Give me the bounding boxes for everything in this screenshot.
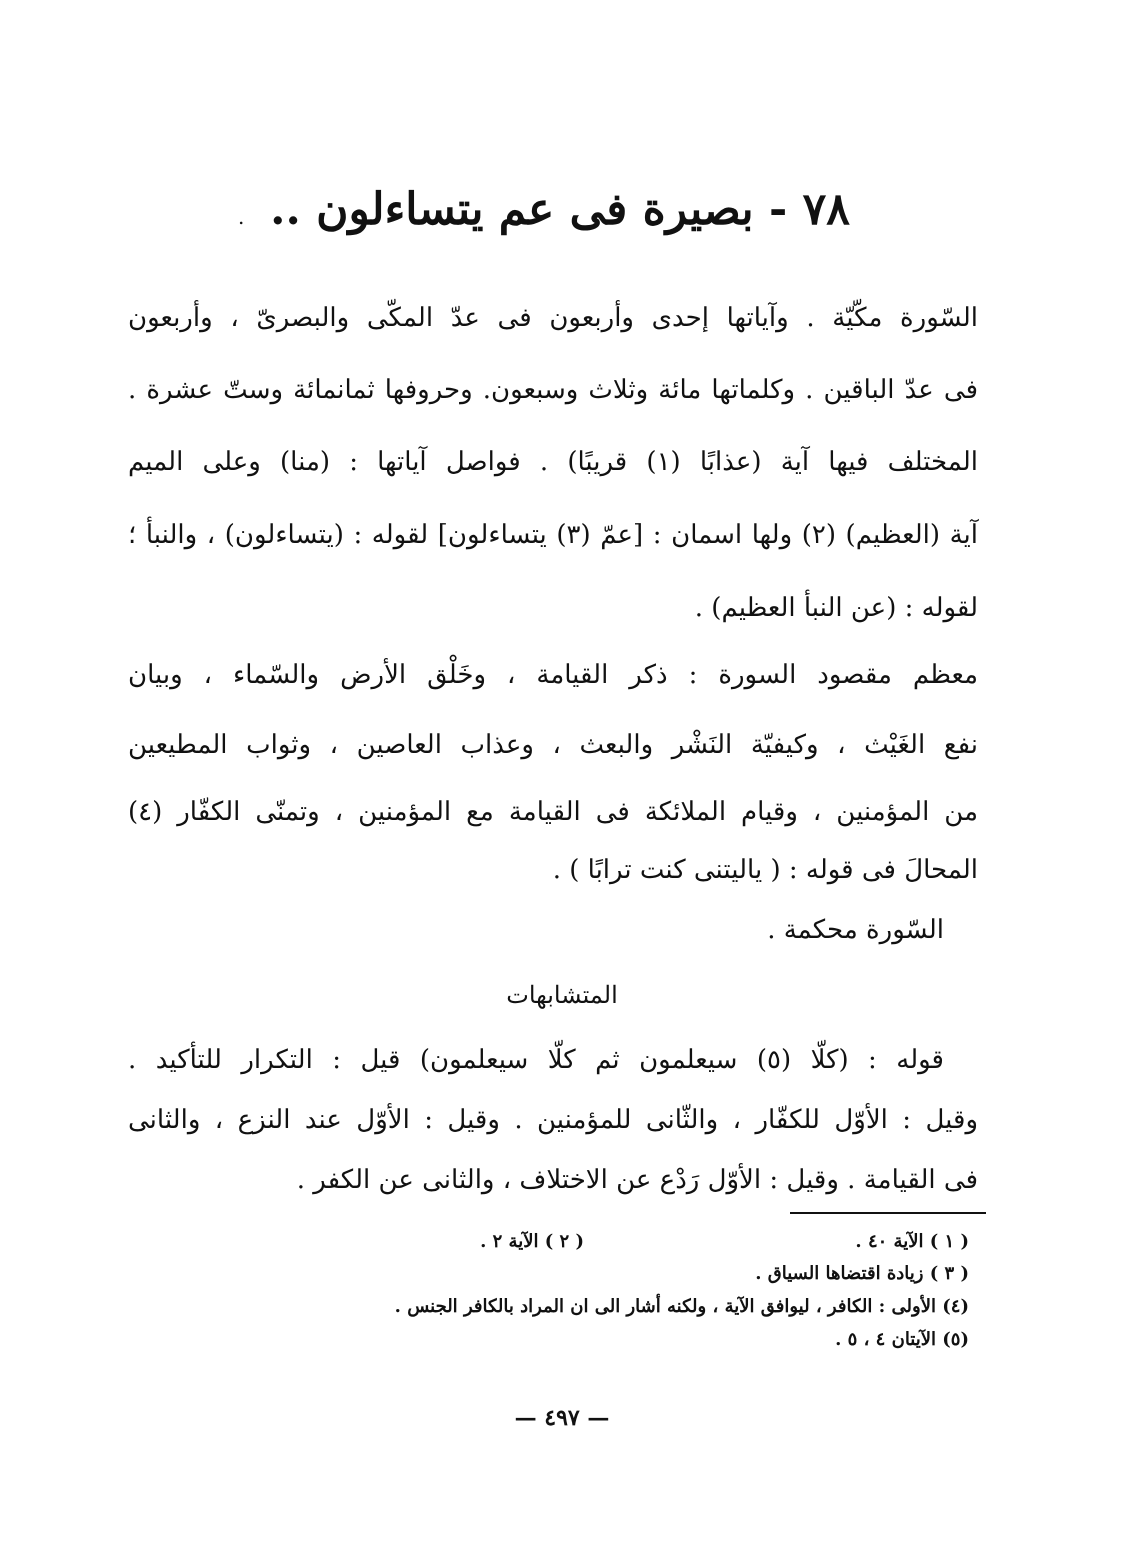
section-line-1: قوله : (كلّا (٥) سيعلمون ثم كلّا سيعلمون) قيل : التكرار للتأكيد . xyxy=(128,1045,944,1075)
body-line-4: آية (العظيم) (٢) ولها اسمان : [عمّ (٣) يتساءلون] لقوله : (يتساءلون) ، والنبأ ؛ xyxy=(128,520,978,550)
footnote-3: ( ٣ ) زيادة اقتضاها السياق . xyxy=(755,1263,969,1284)
title-dot: . xyxy=(238,205,245,229)
body-line-6: معظم مقصود السورة : ذكر القيامة ، وخَلْق الأرض والسّماء ، وبيان xyxy=(128,660,978,690)
footnote-1: ( ١ ) الآية ٤٠ . xyxy=(855,1231,969,1252)
chapter-title: ٧٨ - بصيرة فى عم يتساءلون .. xyxy=(270,184,850,235)
body-line-1: السّورة مكّيّة . وآياتها إحدى وأربعون فى عدّ المكّى والبصرىّ ، وأربعون xyxy=(128,303,978,333)
footnote-divider xyxy=(790,1212,986,1214)
section-heading: المتشابهات xyxy=(506,981,618,1009)
section-line-3: فى القيامة . وقيل : الأوّل رَدْع عن الاختلاف ، والثانى عن الكفر . xyxy=(296,1165,978,1195)
body-line-2: فى عدّ الباقين . وكلماتها مائة وثلاث وسبعون. وحروفها ثمانمائة وستّ عشرة . xyxy=(128,375,978,405)
body-line-9: المحالَ فى قوله : ( ياليتنى كنت ترابًا ) . xyxy=(552,855,978,885)
footnote-4: (٤) الأولى : الكافر ، ليوافق الآية ، ولكنه أشار الى ان المراد بالكافر الجنس . xyxy=(394,1296,969,1317)
page-number: — ٤٩٧ — xyxy=(514,1405,610,1431)
body-line-5: لقوله : (عن النبأ العظيم) . xyxy=(694,593,978,623)
footnote-2: ( ٢ ) الآية ٢ . xyxy=(480,1231,584,1252)
body-line-10: السّورة محكمة . xyxy=(767,915,944,945)
body-line-3: المختلف فيها آية (عذابًا (١) قريبًا) . فواصل آياتها : (منا) وعلى الميم xyxy=(128,447,978,477)
body-line-8: من المؤمنين ، وقيام الملائكة فى القيامة مع المؤمنين ، وتمنّى الكفّار (٤) xyxy=(128,797,978,827)
footnote-5: (٥) الآيتان ٤ ، ٥ . xyxy=(835,1329,969,1350)
section-line-2: وقيل : الأوّل للكفّار ، والثّانى للمؤمنين . وقيل : الأوّل عند النزع ، والثانى xyxy=(128,1105,978,1135)
body-line-7: نفع الغَيْث ، وكيفيّة النَشْر والبعث ، وعذاب العاصين ، وثواب المطيعين xyxy=(128,730,978,760)
